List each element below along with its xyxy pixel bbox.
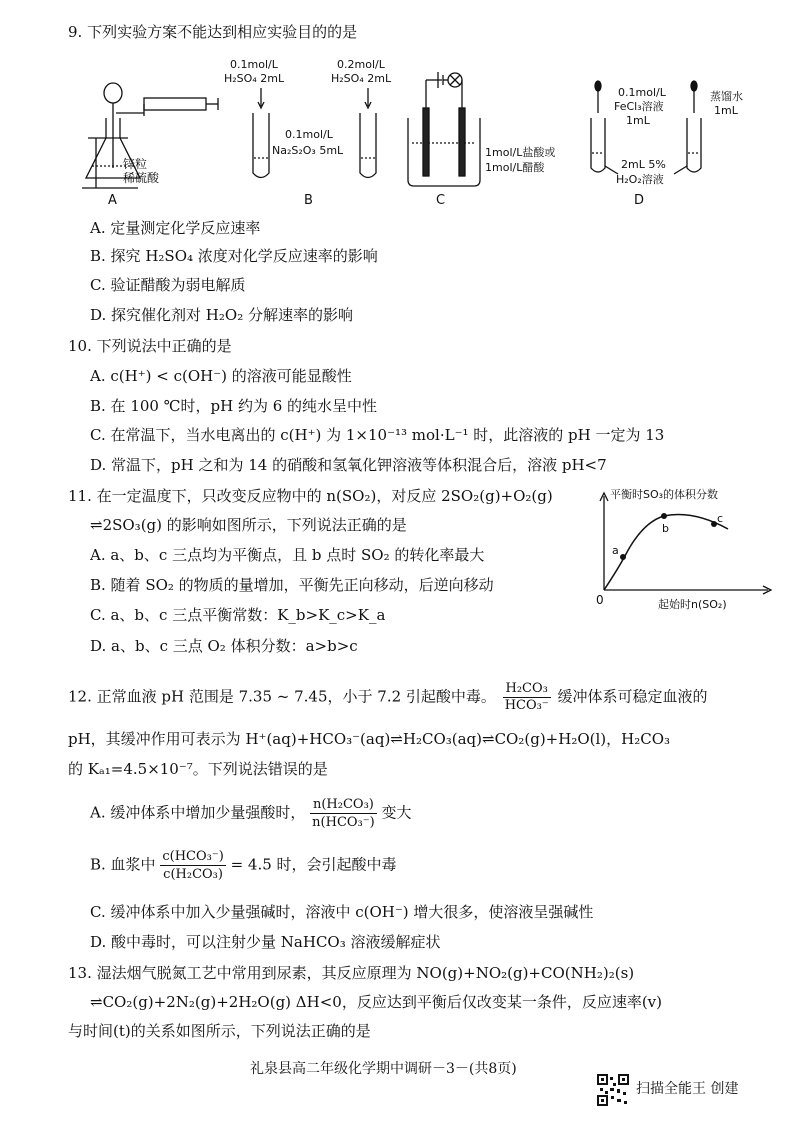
- q11-chart: [588, 484, 778, 614]
- point-c-label: c: [717, 512, 724, 525]
- q11-stem-line1: 11. 在一定温度下，只改变反应物中的 n(SO₂)，对反应 2SO₂(g)+O₂(g): [68, 487, 553, 505]
- q9-option-c: C. 验证醋酸为弱电解质: [90, 276, 246, 294]
- q13-line3: 与时间(t)的关系如图所示，下列说法正确的是: [68, 1022, 371, 1040]
- label-d-r1: 蒸馏水: [710, 90, 743, 103]
- q9-stem: 9. 下列实验方案不能达到相应实验目的的是: [68, 23, 358, 41]
- apparatus-c: [408, 72, 480, 186]
- q9-apparatus-figure: [78, 58, 778, 208]
- label-b: B: [304, 193, 313, 208]
- q12-option-c: C. 缓冲体系中加入少量强碱时，溶液中 c(OH⁻) 增大很多，使溶液呈强碱性: [90, 903, 594, 921]
- point-b-label: b: [662, 522, 669, 535]
- q12-line3: 的 Kₐ₁=4.5×10⁻⁷。下列说法错误的是: [68, 760, 328, 778]
- q12-option-b-den: c(H₂CO₃): [163, 867, 223, 882]
- q12-line2: pH，其缓冲作用可表示为 H⁺(aq)+HCO₃⁻(aq)⇌H₂CO₃(aq)⇌CO₂(g)+H₂O(l)，H₂CO₃: [68, 730, 671, 748]
- q11-option-a: A. a、b、c 三点均为平衡点，且 b 点时 SO₂ 的转化率最大: [90, 546, 485, 564]
- q12-option-d: D. 酸中毒时，可以注射少量 NaHCO₃ 溶液缓解症状: [90, 933, 441, 951]
- label-c-t1: 1mol/L盐酸或: [485, 146, 556, 159]
- q10-option-b: B. 在 100 ℃时，pH 约为 6 的纯水呈中性: [90, 397, 378, 415]
- label-b-m2: Na₂S₂O₃ 5mL: [272, 144, 344, 157]
- q11-option-b: B. 随着 SO₂ 的物质的量增加，平衡先正向移动，后逆向移动: [90, 576, 494, 594]
- q12-option-a-end: 变大: [381, 803, 412, 822]
- point-a: [620, 554, 626, 560]
- q12-option-b-text: B. 血浆中: [90, 855, 156, 874]
- label-b-r1: 0.2mol/L: [337, 58, 385, 71]
- label-d-b1: 2mL 5%: [621, 158, 666, 171]
- x-axis-label: 起始时n(SO₂): [658, 598, 727, 611]
- qr-code-icon: [597, 1074, 629, 1106]
- q13-line1: 13. 湿法烟气脱氮工艺中常用到尿素，其反应原理为 NO(g)+NO₂(g)+CO(NH₂)₂(s): [68, 964, 635, 982]
- q9-option-a: A. 定量测定化学反应速率: [90, 219, 261, 237]
- q12-line1-a: 12. 正常血液 pH 范围是 7.35 ~ 7.45，小于 7.2 引起酸中毒。: [68, 687, 496, 706]
- label-d-r2: 1mL: [714, 104, 738, 117]
- q12-line1: [68, 681, 708, 714]
- label-d-l3: 1mL: [626, 114, 650, 127]
- point-a-label: a: [612, 544, 619, 557]
- label-a-acid: 稀硫酸: [123, 171, 160, 185]
- label-b-m1: 0.1mol/L: [285, 128, 333, 141]
- q12-fraction: [503, 681, 551, 714]
- q12-option-a-text: A. 缓冲体系中增加少量强酸时，: [90, 803, 306, 822]
- label-d-b2: H₂O₂溶液: [616, 173, 664, 186]
- label-d-l2: FeCl₃溶液: [614, 100, 664, 113]
- label-a: A: [108, 193, 117, 208]
- q11-option-c: C. a、b、c 三点平衡常数：K_b>K_c>K_a: [90, 606, 386, 624]
- q12-option-a-fraction: [310, 796, 377, 831]
- label-b-l2: H₂SO₄ 2mL: [224, 72, 285, 85]
- q11-stem-line2: ⇌2SO₃(g) 的影响如图所示，下列说法正确的是: [90, 516, 407, 534]
- point-b: [661, 513, 667, 519]
- q12-option-b: [90, 848, 397, 883]
- label-c-t2: 1mol/L醋酸: [485, 161, 545, 174]
- q12-option-a-den: n(HCO₃⁻): [312, 815, 375, 830]
- q12-fraction-den: HCO₃⁻: [504, 698, 549, 713]
- q9-option-d: D. 探究催化剂对 H₂O₂ 分解速率的影响: [90, 306, 353, 324]
- q10-option-a: A. c(H⁺) < c(OH⁻) 的溶液可能显酸性: [90, 367, 352, 385]
- q9-option-b: B. 探究 H₂SO₄ 浓度对化学反应速率的影响: [90, 247, 378, 265]
- q13-line2: ⇌CO₂(g)+2N₂(g)+2H₂O(g) ΔH<0，反应达到平衡后仅改变某一条件，反应速率(v): [90, 993, 663, 1011]
- origin-label: 0: [596, 593, 604, 607]
- label-b-r2: H₂SO₄ 2mL: [331, 72, 392, 85]
- label-a-zinc: 锌粒: [123, 157, 148, 171]
- q12-option-a-num: n(H₂CO₃): [310, 796, 377, 814]
- q10-option-c: C. 在常温下，当水电离出的 c(H⁺) 为 1×10⁻¹³ mol·L⁻¹ 时，此溶液的 pH 一定为 13: [90, 426, 665, 444]
- y-axis-label: 平衡时SO₃的体积分数: [610, 488, 719, 501]
- page-footer: 礼泉县高二年级化学期中调研－3－(共8页): [250, 1061, 517, 1077]
- q11-option-d: D. a、b、c 三点 O₂ 体积分数：a>b>c: [90, 637, 358, 655]
- q10-option-d: D. 常温下，pH 之和为 14 的硝酸和氢氧化钾溶液等体积混合后，溶液 pH<7: [90, 456, 607, 474]
- label-d-l1: 0.1mol/L: [618, 86, 666, 99]
- q12-option-b-num: c(HCO₃⁻): [162, 849, 224, 864]
- q12-option-b-end: = 4.5 时，会引起酸中毒: [230, 855, 397, 874]
- label-d: D: [634, 193, 645, 208]
- q12-line1-b: 缓冲体系可稳定血液的: [557, 687, 708, 706]
- q12-option-a: [90, 796, 411, 831]
- q12-option-b-fraction: [160, 848, 225, 883]
- scanner-watermark: 扫描全能王 创建: [636, 1081, 739, 1097]
- q12-fraction-num: H₂CO₃: [503, 681, 551, 698]
- label-c: C: [436, 193, 446, 208]
- label-b-l1: 0.1mol/L: [230, 58, 278, 71]
- q10-stem: 10. 下列说法中正确的是: [68, 337, 232, 355]
